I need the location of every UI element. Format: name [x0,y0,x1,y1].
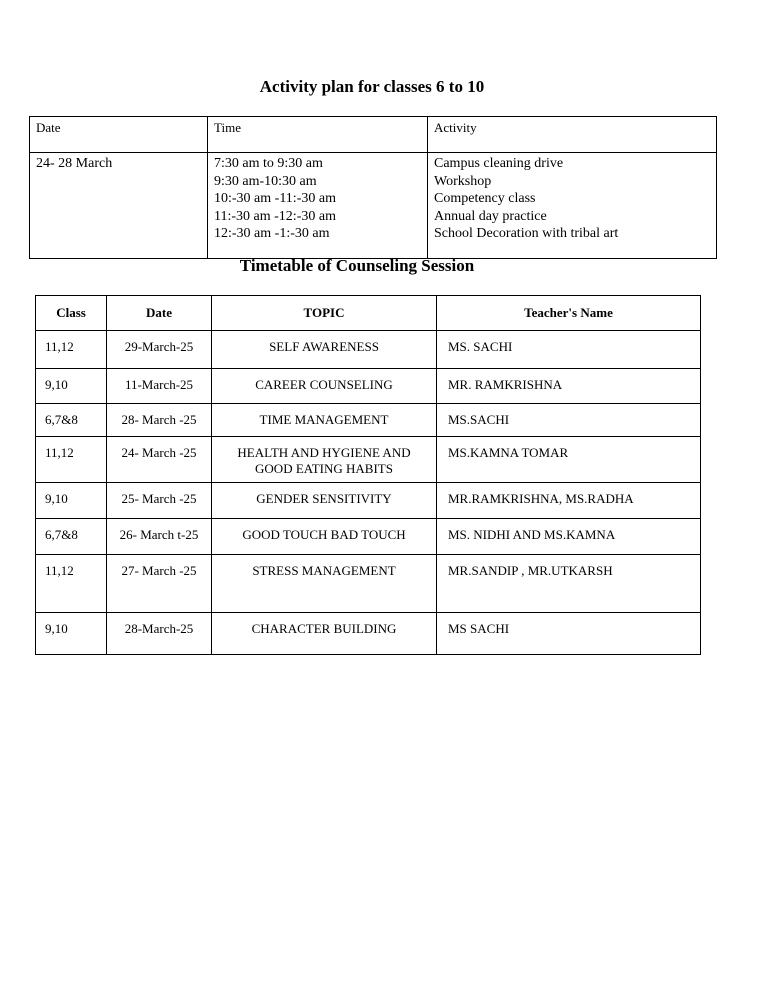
row-teacher: MR.SANDIP , MR.UTKARSH [437,555,701,613]
row-teacher: MS. NIDHI AND MS.KAMNA [437,519,701,555]
activity-item: School Decoration with tribal art [434,226,619,241]
row-date: 28-March-25 [107,613,212,655]
row-class: 9,10 [36,369,107,404]
row-class: 11,12 [36,437,107,483]
activity-list [428,153,717,259]
activity-item: Annual day practice [434,208,547,224]
activity-plan-table [29,116,717,259]
activity-header-time: Time [208,117,428,153]
table-row [36,483,701,519]
activity-date: 24- 28 March [30,153,208,259]
table-row [36,519,701,555]
row-date: 27- March -25 [107,555,212,613]
row-class: 11,12 [36,555,107,613]
row-topic: STRESS MANAGEMENT [212,555,437,613]
table-row [36,331,701,369]
table-row [36,369,701,404]
activity-header-row [30,117,717,153]
activity-item: Campus cleaning drive [434,156,564,171]
row-topic: HEALTH AND HYGIENE AND GOOD EATING HABITS [212,437,437,483]
time-slot: 7:30 am to 9:30 am [214,156,323,171]
header-teacher: Teacher's Name [437,296,701,331]
row-teacher: MS SACHI [437,613,701,655]
row-class: 9,10 [36,483,107,519]
table-row [36,555,701,613]
row-class: 6,7&8 [36,519,107,555]
activity-item: Competency class [434,191,536,206]
row-teacher: MS.KAMNA TOMAR [437,437,701,483]
table-row [36,404,701,437]
activity-row [30,153,717,259]
row-topic: CHARACTER BUILDING [212,613,437,655]
time-slot: 9:30 am-10:30 am [214,173,317,189]
activity-plan-title: Activity plan for classes 6 to 10 [259,77,485,96]
row-teacher: MS. SACHI [437,331,701,369]
row-date: 29-March-25 [107,331,212,369]
row-teacher: MR. RAMKRISHNA [437,369,701,404]
row-date: 25- March -25 [107,483,212,519]
row-date: 24- March -25 [107,437,212,483]
row-topic: TIME MANAGEMENT [212,404,437,437]
activity-header-date: Date [30,117,208,153]
table-row [36,613,701,655]
header-topic: TOPIC [212,296,437,331]
counseling-table [35,295,701,655]
row-teacher: MS.SACHI [437,404,701,437]
time-slot: 10:-30 am -11:-30 am [214,191,336,206]
activity-item: Workshop [434,173,492,189]
counseling-header-row [36,296,701,331]
counseling-title: Timetable of Counseling Session [239,256,475,275]
row-date: 26- March t-25 [107,519,212,555]
row-class: 6,7&8 [36,404,107,437]
time-slot: 11:-30 am -12:-30 am [214,208,336,224]
row-topic: CAREER COUNSELING [212,369,437,404]
row-class: 11,12 [36,331,107,369]
row-topic: SELF AWARENESS [212,331,437,369]
row-date: 11-March-25 [107,369,212,404]
row-topic: GOOD TOUCH BAD TOUCH [212,519,437,555]
row-topic: GENDER SENSITIVITY [212,483,437,519]
activity-header-activity: Activity [428,117,717,153]
header-class: Class [36,296,107,331]
time-slot: 12:-30 am -1:-30 am [214,226,330,241]
row-date: 28- March -25 [107,404,212,437]
header-date: Date [107,296,212,331]
row-teacher: MR.RAMKRISHNA, MS.RADHA [437,483,701,519]
row-class: 9,10 [36,613,107,655]
activity-times [208,153,428,259]
table-row [36,437,701,483]
